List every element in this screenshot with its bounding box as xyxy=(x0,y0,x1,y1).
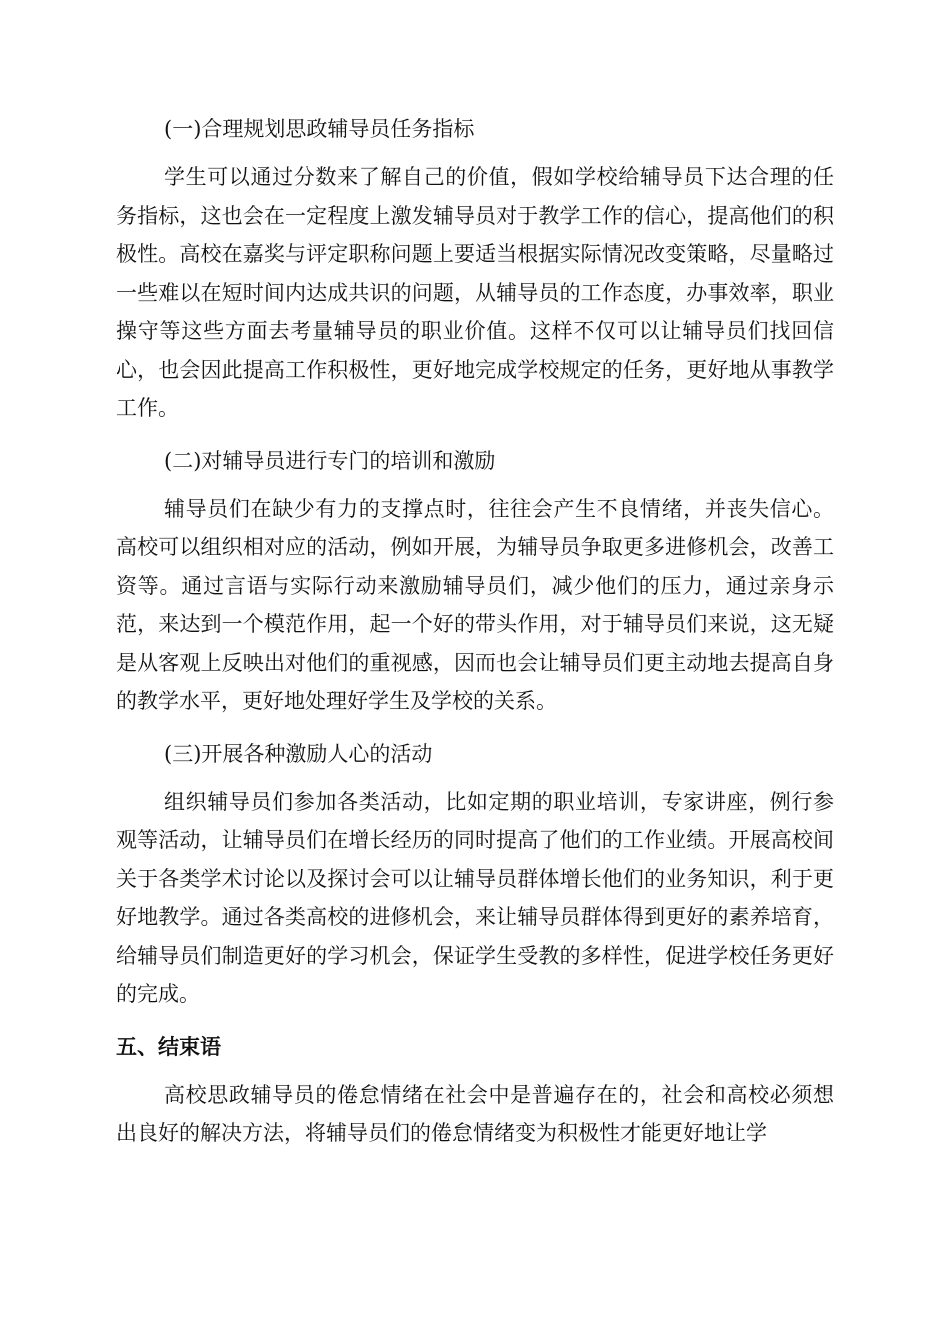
subheading-2: (二)对辅导员进行专门的培训和激励 xyxy=(164,448,496,473)
paragraph-2: 辅导员们在缺少有力的支撑点时，往往会产生不良情绪，并丧失信心。高校可以组织相对应的活动，例如开展，为辅导员争取更多进修机会，改善工资等。通过言语与实际行动来激励辅导员们，减少他们的压力，通过亲身示范，来达到一个模范作用，起一个好的带头作用，对于辅导员们来说，这无疑是从客观上反映出对他们的重视感，因而也会让辅导员们更主动地去提高自身的教学水平，更好地处理好学生及学校的关系。 xyxy=(116,496,834,713)
document-body xyxy=(116,110,834,1167)
paragraph-3: 组织辅导员们参加各类活动，比如定期的职业培训，专家讲座，例行参观等活动，让辅导员们在增长经历的同时提高了他们的工作业绩。开展高校间关于各类学术讨论以及探讨会可以让辅导员群体增长他们的业务知识，利于更好地教学。通过各类高校的进修机会，来让辅导员群体得到更好的素养培育，给辅导员们制造更好的学习机会，保证学生受教的多样性，促进学校任务更好的完成。 xyxy=(116,789,834,1006)
subheading-1: (一)合理规划思政辅导员任务指标 xyxy=(164,117,475,141)
paragraph-1: 学生可以通过分数来了解自己的价值，假如学校给辅导员下达合理的任务指标，这也会在一定程度上激发辅导员对于教学工作的信心，提高他们的积极性。高校在嘉奖与评定职称问题上要适当根据实际情况改变策略，尽量略过一些难以在短时间内达成共识的问题，从辅导员的工作态度，办事效率，职业操守等这些方面去考量辅导员的职业价值。这样不仅可以让辅导员们找回信心，也会因此提高工作积极性，更好地完成学校规定的任务，更好地从事教学工作。 xyxy=(116,165,834,420)
section-heading-conclusion: 五、结束语 xyxy=(116,1034,221,1059)
subheading-3: (三)开展各种激励人心的活动 xyxy=(164,741,433,766)
paragraph-conclusion: 高校思政辅导员的倦怠情绪在社会中是普遍存在的，社会和高校必须想出良好的解决方法，将辅导员们的倦怠情绪变为积极性才能更好地让学 xyxy=(116,1082,834,1145)
